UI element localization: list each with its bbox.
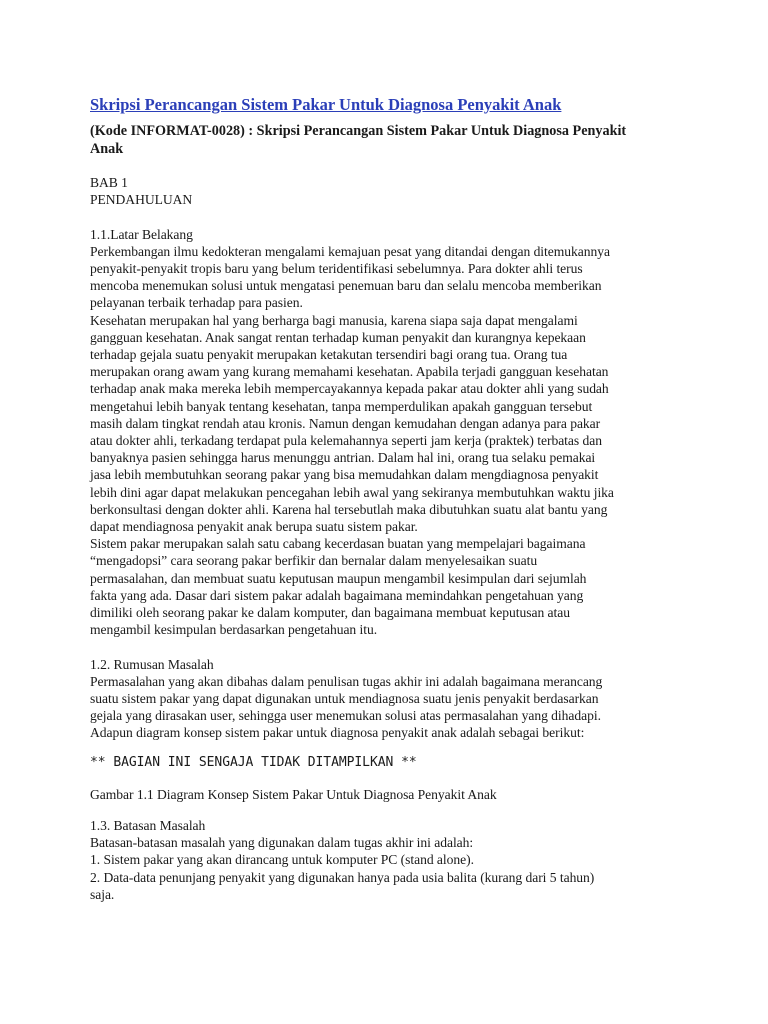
paragraph-line: Kesehatan merupakan hal yang berharga bagi manusia, karena siapa saja dapat mengalami [90, 312, 578, 328]
spacer [90, 771, 678, 786]
paragraph-line: Batasan-batasan masalah yang digunakan dalam tugas akhir ini adalah: [90, 835, 474, 851]
paragraph-line: berkonsultasi dengan dokter ahli. Karena hal tersebutlah maka dibutuhkan suatu alat bantu yang [90, 501, 608, 517]
subtitle-line: (Kode INFORMAT-0028) : Skripsi Perancangan Sistem Pakar Untuk Diagnosa Penyakit [90, 123, 627, 139]
paragraph-line: masih dalam tingkat rendah atau kronis. Namun dengan kemudahan dengan adanya para pakar [90, 415, 601, 431]
document-page [90, 94, 678, 903]
paragraph-line: mencoba menemukan solusi untuk mengatasi penemuan baru dan selalu mencoba memberikan [90, 278, 602, 294]
paragraph-line: dapat mendiagnosa penyakit anak berupa suatu sistem pakar. [90, 519, 418, 535]
paragraph-line: Permasalahan yang akan dibahas dalam penulisan tugas akhir ini adalah bagaimana merancang [90, 673, 603, 689]
section-rumusan-masalah [90, 656, 678, 742]
figure-caption: Gambar 1.1 Diagram Konsep Sistem Pakar Untuk Diagnosa Penyakit Anak [90, 786, 497, 802]
list-item: 1. Sistem pakar yang akan dirancang untuk komputer PC (stand alone). [90, 852, 474, 868]
section-heading: 1.1.Latar Belakang [90, 226, 193, 242]
hidden-content-notice: ** BAGIAN INI SENGAJA TIDAK DITAMPILKAN ** [90, 754, 417, 770]
paragraph-line: terhadap gejala suatu penyakit merupakan ketakutan tersendiri bagi orang tua. Orang tua [90, 347, 568, 363]
section-batasan-masalah [90, 817, 678, 903]
paragraph-line: Sistem pakar merupakan salah satu cabang kecerdasan buatan yang mempelajari bagaimana [90, 536, 586, 552]
paragraph-line: penyakit-penyakit tropis baru yang belum teridentifikasi sebelumnya. Para dokter ahli terus [90, 261, 583, 276]
subtitle-line: Anak [90, 141, 124, 157]
paragraph-line: fakta yang ada. Dasar dari sistem pakar adalah bagaimana memindahkan pengetahuan yang [90, 587, 584, 603]
spacer [90, 638, 678, 655]
paragraph-line: Adapun diagram konsep sistem pakar untuk diagnosa penyakit anak adalah sebagai berikut: [90, 725, 585, 741]
paragraph-line: “mengadopsi” cara seorang pakar berfikir dan bernalar dalam menyelesaikan suatu [90, 553, 538, 569]
paragraph-line: mengambil kesimpulan berdasarkan pengetahuan itu. [90, 622, 378, 638]
spacer [90, 803, 678, 817]
paragraph-line: gejala yang dirasakan user, sehingga user menemukan solusi atas permasalahan yang dihadapi. [90, 708, 601, 724]
section-latar-belakang [90, 226, 678, 639]
chapter-title: PENDAHULUAN [90, 192, 193, 208]
document-title-link[interactable]: Skripsi Perancangan Sistem Pakar Untuk Diagnosa Penyakit Anak [90, 95, 562, 114]
paragraph-line: pelayanan terbaik terhadap para pasien. [90, 295, 303, 311]
spacer [90, 208, 678, 225]
paragraph-line: banyaknya pasien sehingga harus menunggu antrian. Dalam hal ini, orang tua selaku pemakai [90, 450, 596, 466]
document-body [90, 174, 678, 903]
paragraph-line: Perkembangan ilmu kedokteran mengalami kemajuan pesat yang ditandai dengan ditemukannya [90, 243, 610, 259]
document-subtitle [90, 122, 678, 158]
paragraph-line: saja. [90, 886, 115, 902]
paragraph-line: terhadap anak maka mereka lebih mempercayakannya kepada pakar atau dokter ahli yang sudah [90, 381, 609, 397]
section-heading: 1.2. Rumusan Masalah [90, 656, 214, 672]
paragraph-line: gangguan kesehatan. Anak sangat rentan terhadap kuman penyakit dan kurangnya kepekaan [90, 329, 586, 345]
paragraph-line: lebih dini agar dapat melakukan pencegahan lebih awal yang sekiranya membutuhkan waktu jika [90, 484, 614, 500]
paragraph-line: merupakan orang awam yang kurang memahami kesehatan. Apabila terjadi gangguan kesehatan [90, 364, 609, 380]
paragraph-line: permasalahan, dan membuat suatu keputusan maupun mengambil kesimpulan dari sejumlah [90, 570, 587, 586]
section-heading: 1.3. Batasan Masalah [90, 818, 206, 834]
paragraph-line: jasa lebih membutuhkan seorang pakar yang bisa memudahkan dalam mengdiagnosa penyakit [90, 467, 599, 483]
paragraph-line: suatu sistem pakar yang dapat digunakan untuk mendiagnosa suatu jenis penyakit berdasarkan [90, 691, 599, 707]
paragraph-line: dimiliki oleh seorang pakar ke dalam komputer, dan bagaimana membuat keputusan atau [90, 605, 570, 621]
chapter-number: BAB 1 [90, 175, 128, 190]
paragraph-line: atau dokter ahli, terkadang terdapat pula kelemahannya seperti jam kerja (praktek) terbatas dan [90, 433, 602, 449]
list-item: 2. Data-data penunjang penyakit yang digunakan hanya pada usia balita (kurang dari 5 tahun) [90, 869, 595, 885]
paragraph-line: mengetahui lebih banyak tentang kesehatan, tanpa memperdulikan apakah gangguan tersebut [90, 398, 593, 414]
spacer [90, 742, 678, 754]
